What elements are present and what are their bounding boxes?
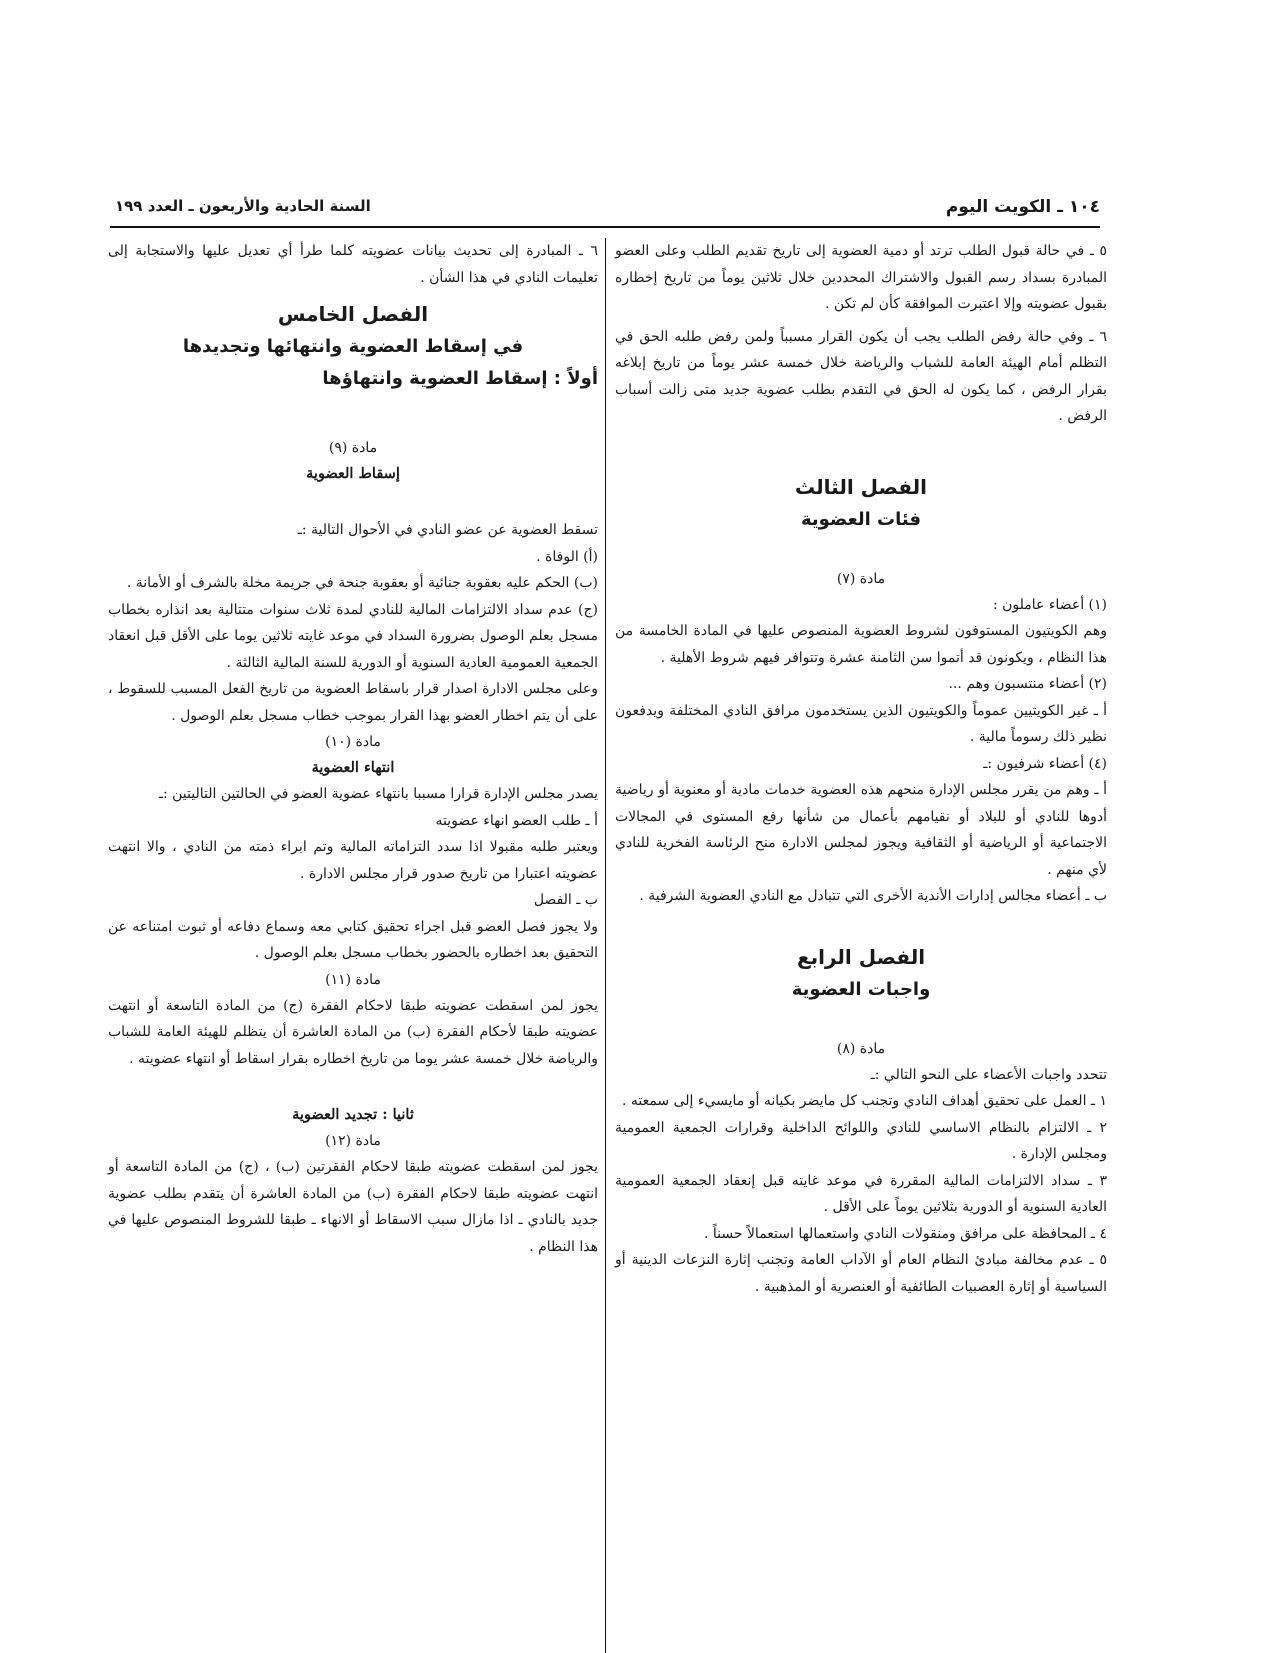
article-10-intro: يصدر مجلس الإدارة قرارا مسببا بانتهاء عضوية العضو في الحالتين التاليتين :ـ: [158, 786, 598, 802]
article-9-item-c: (ج) عدم سداد الالتزامات المالية للنادي لمدة ثلاث سنوات متتالية بعد انذاره بخطاب مسجل بعلم الوصول بضرورة السداد في موعد غايته ثلاثين يوما على الأقل قبل انعقاد الجمعية العمومية العادية السنوية أو الدورية للسنة المالية الثالثة .: [108, 601, 598, 671]
article-7-para-5: (٤) أعضاء شرفيون :ـ: [983, 755, 1107, 772]
article-10-name: انتهاء العضوية: [311, 759, 395, 776]
article-10-item-a: أ ـ طلب العضو انهاء عضويته: [435, 812, 598, 829]
article-12-title: مادة (١٢): [325, 1133, 381, 1149]
paragraph-item-6: ٦ ـ وفي حالة رفض الطلب يجب أن يكون القرار مسبباً ولمن رفض طلبه الحق في التظلم أمام الهيئة العامة للشباب والرياضة خلال خمسة عشر يوماً من تاريخ إبلاغه بقرار الرفض ، كما يكون له الحق في التقدم بطلب عضوية جديد متى زالت أسباب الرفض .: [615, 328, 1107, 424]
chapter-5-title: الفصل الخامس: [277, 302, 429, 326]
chapter-4-title: الفصل الرابع: [796, 944, 926, 969]
header-rule: [110, 226, 1100, 228]
article-8-item-3: ٣ ـ سداد الالتزامات المالية المقررة في موعد غايته قبل إنعقاد الجمعية العمومية العادية السنوية أو الدورية بثلاثين يوماً على الأقل .: [615, 1172, 1107, 1215]
chapter-3-title: الفصل الثالث: [794, 474, 927, 499]
article-8-item-1: ١ ـ العمل على تحقيق أهداف النادي وتجنب كل مايضر بكيانه أو مايسيء إلى سمعته .: [621, 1093, 1107, 1109]
article-9-closing: وعلى مجلس الادارة اصدار قرار باسقاط العضوية من تاريخ الفعل المسبب للسقوط ، على أن يتم اخطار العضو بهذا القرار بموجب خطاب مسجل بعلم الوصول .: [108, 681, 598, 724]
article-11-body: يجوز لمن اسقطت عضويته طبقا لاحكام الفقرة (ج) من المادة التاسعة أو انتهت عضويته طبقا لأحكام الفقرة (ب) من المادة العاشرة أن يتظلم للهيئة العامة للشباب والرياضة خلال خمسة عشر يوما من تاريخ اخطاره بقرار اسقاط أو انتهاء عضويته .: [108, 997, 598, 1067]
article-7-title: مادة (٧): [836, 570, 886, 587]
article-7-para-7: ب ـ أعضاء مجالس إدارات الأندية الأخرى التي تتبادل مع النادي العضوية الشرفية .: [639, 888, 1107, 904]
page-header-right: ١٠٤ ـ الكويت اليوم: [945, 197, 1100, 217]
section-2-title: ثانيا : تجديد العضوية: [292, 1106, 414, 1123]
article-9-name: إسقاط العضوية: [306, 465, 400, 482]
chapter-5-subtitle: في إسقاط العضوية وانتهائها وتجديدها: [182, 336, 524, 357]
article-8-item-2: ٢ ـ الالتزام بالنظام الاساسي للنادي واللوائح الداخلية وقرارات الجمعية العمومية ومجلس الإدارة .: [615, 1119, 1107, 1162]
article-7-para-3: (٢) أعضاء منتسبون وهم ...: [948, 676, 1107, 692]
left-column: [108, 238, 598, 1260]
article-7-para-6: أ ـ وهم من يقرر مجلس الإدارة منحهم هذه العضوية خدمات مادية أو معنوية أو رياضية أدوها للنادي أو للبلاد أو نقيامهم بأعمال من شأنها رفع المستوى في المجالات الاجتماعية أو الرياضية أو الثقافية ويجوز لمجلس الادارة منح الرئاسة الفخرية للنادي لأي منهم .: [615, 782, 1107, 878]
article-7-para-1: (١) أعضاء عاملون :: [992, 596, 1107, 613]
article-10-item-b-detail: ولا يجوز فصل العضو قبل اجراء تحقيق كتابي معه وسماع دفاعه أو ثبوت امتناعه عن التحقيق بعد اخطاره بالحضور بخطاب مسجل بعلم الوصول .: [108, 918, 598, 961]
chapter-4-subtitle: واجبات العضوية: [791, 978, 931, 1000]
section-1-title: أولاً : إسقاط العضوية وانتهاؤها: [322, 368, 598, 389]
article-9-intro: تسقط العضوية عن عضو النادي في الأحوال التالية :ـ: [297, 522, 598, 538]
chapter-3-subtitle: فئات العضوية: [800, 508, 922, 530]
article-8-item-4: ٤ ـ المحافظة على مرافق ومنقولات النادي واستعمالها استعمالاً حسناً .: [703, 1225, 1107, 1242]
article-11-title: مادة (١١): [325, 971, 381, 988]
article-7-para-2: وهم الكويتيون المستوفون لشروط العضوية المنصوص عليها في المادة الخامسة من هذا النظام ، ويكونون قد أتموا سن الثامنة عشرة وتتوافر فيهم شروط الأهلية .: [615, 623, 1107, 666]
page-header-left: السنة الحادية والأربعون ـ العدد ١٩٩: [115, 197, 371, 215]
article-8-title: مادة (٨): [836, 1040, 886, 1057]
article-7-para-4: أ ـ غير الكويتيين عموماً والكويتيون الذين يستخدمون مرافق النادي المختلفة ويدفعون نظير ذلك رسوماً مالية .: [615, 702, 1107, 745]
article-10-item-b: ب ـ الفصل: [533, 892, 598, 908]
paragraph-item-6-update: ٦ ـ المبادرة إلى تحديث بيانات عضويته كلما طرأ أي تعديل عليها والاستجابة إلى تعليمات النادي في هذا الشأن .: [108, 243, 598, 286]
paragraph-item-5: ٥ ـ في حالة قبول الطلب ترتد أو دمية العضوية إلى تاريخ تقديم الطلب وعلى العضو المبادرة بسداد رسم القبول والاشتراك المحددين خلال ثلاثين يوماً من تاريخ إخطاره بقبول عضويته وإلا اعتبرت الموافقة كأن لم تكن .: [615, 243, 1107, 312]
right-column: [615, 238, 1107, 1300]
article-9-item-b: (ب) الحكم عليه بعقوبة جنائية أو بعقوبة جنحة في جريمة مخلة بالشرف أو الأمانة .: [126, 575, 598, 591]
article-8-intro: تتحدد واجبات الأعضاء على النحو التالي :ـ: [870, 1066, 1107, 1083]
article-8-item-5: ٥ ـ عدم مخالفة مبادئ النظام العام أو الآداب العامة وتجنب إثارة النزعات الدينية أو السياسية أو إثارة العصبيات الطائفية أو العنصرية أو المذهبية .: [615, 1252, 1107, 1295]
article-10-title: مادة (١٠): [325, 734, 381, 750]
article-9-item-a: (أ) الوفاة .: [536, 548, 598, 565]
article-10-item-a-detail: ويعتبر طلبه مقبولا اذا سدد التزاماته المالية وتم ابراء ذمته من النادي ، والا انتهت عضويته اعتبارا من تاريخ صدور قرار مجلس الادارة .: [108, 839, 598, 882]
article-12-body: يجوز لمن اسقطت عضويته طبقا لاحكام الفقرتين (ب) ، (ج) من المادة التاسعة أو انتهت عضويته طبقا لاحكام الفقرة (ب) من المادة العاشرة أن يتقدم بطلب عضوية جديد بالنادي ـ اذا مازال سبب الاسقاط أو الانهاء ـ طبقا للشروط المنصوص عليها في هذا النظام .: [108, 1159, 598, 1255]
article-9-title: مادة (٩): [328, 440, 378, 456]
column-divider: [605, 238, 606, 1653]
